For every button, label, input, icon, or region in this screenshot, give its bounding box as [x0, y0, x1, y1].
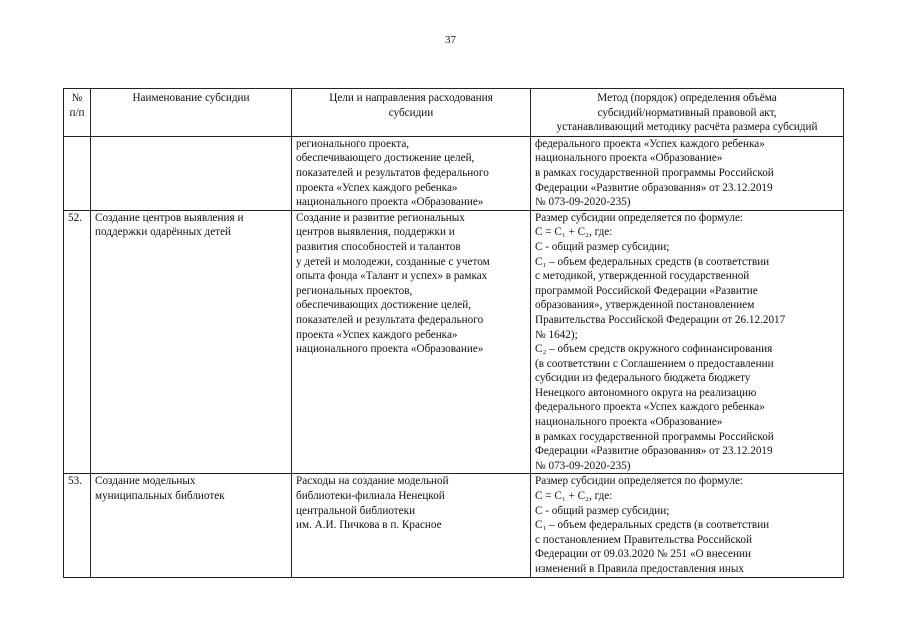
goals-cell [292, 136, 531, 210]
subsidy-name-cell [91, 210, 292, 474]
header-line: № [71, 92, 83, 104]
cell-text-line: регионального проекта, [296, 137, 410, 150]
cell-text-line: (в соответствии с Соглашением о предоставлении [535, 357, 774, 370]
cell-text-line: национального проекта «Образование» [296, 343, 484, 356]
cell-text-line: развития способностей и талантов [296, 240, 461, 253]
cell-text-line: федерального проекта «Успех каждого ребенка» [535, 401, 765, 414]
cell-text-line: образования», утвержденной постановлением [535, 299, 755, 312]
cell-text-line: программой Российской Федерации «Развитие [535, 284, 758, 297]
cell-text-line: Федерации от 09.03.2020 № 251 «О внесении [535, 548, 751, 561]
row-number [64, 136, 91, 210]
table-header-row [64, 89, 844, 137]
table-row [64, 474, 844, 577]
cell-text-line: изменений в Правила предоставления иных [535, 563, 744, 575]
cell-text-line: С = С₁ + С₂, где: [535, 490, 613, 503]
cell-text-line: С - общий размер субсидии; [535, 504, 670, 517]
cell-text-line: региональных проектов, [296, 284, 413, 297]
cell-text-line: библиотеки-филиала Ненецкой [296, 490, 445, 503]
cell-text-line: показателей и результатов федерального [296, 166, 489, 179]
header-subsidy-name [91, 89, 292, 137]
table-row [64, 136, 844, 210]
cell-text-line: Расходы на создание модельной [296, 475, 449, 488]
cell-text-line: муниципальных библиотек [95, 490, 225, 503]
header-line: устанавливающий методику расчёта размера субсидий [556, 121, 818, 134]
cell-text-line: С₂ – объем средств окружного софинансирования [535, 343, 773, 356]
cell-text-line: обеспечивающего достижение целей, [296, 152, 475, 165]
subsidy-name-cell [91, 136, 292, 210]
row-number: 53. [64, 474, 91, 577]
goals-cell [292, 210, 531, 474]
cell-text-line: Правительства Российской Федерации от 26.12.2017 [535, 313, 786, 326]
page-number: 37 [445, 34, 456, 46]
cell-text-line: проекта «Успех каждого ребенка» [296, 328, 458, 341]
table-body [64, 136, 844, 577]
header-goals [292, 89, 531, 137]
header-line: п/п [69, 106, 85, 119]
header-method [531, 89, 844, 137]
header-number [64, 89, 91, 137]
cell-text-line: С₁ – объем федеральных средств (в соответствии [535, 255, 770, 268]
cell-text-line: центральной библиотеки [296, 504, 416, 517]
cell-text-line: показателей и результата федерального [296, 313, 484, 326]
cell-text-line: в рамках государственной программы Российской [535, 430, 774, 443]
cell-text-line: Размер субсидии определяется по формуле: [535, 475, 744, 488]
header-line: Цели и направления расходования [329, 92, 493, 104]
cell-text-line: центров выявления, поддержки и [296, 226, 455, 239]
goals-cell [292, 474, 531, 577]
cell-text-line: им. А.И. Пичкова в п. Красное [296, 519, 442, 532]
cell-text-line: Размер субсидии определяется по формуле: [535, 211, 744, 224]
header-line: субсидий/нормативный правовой акт, [597, 106, 777, 119]
cell-text-line: с постановлением Правительства Российской [535, 533, 752, 546]
cell-text-line: у детей и молодежи, созданные с учетом [296, 255, 490, 268]
cell-text-line: С₁ – объем федеральных средств (в соответствии [535, 519, 770, 532]
cell-text-line: Ненецкого автономного округа на реализацию [535, 386, 757, 399]
header-line: субсидии [388, 106, 434, 119]
cell-text-line: проекта «Успех каждого ребенка» [296, 181, 458, 194]
cell-text-line: с методикой, утвержденной государственной [535, 270, 750, 283]
row-number: 52. [64, 210, 91, 474]
cell-text-line: № 1642); [535, 328, 578, 341]
cell-text-line: № 073-09-2020-235) [535, 459, 631, 472]
cell-text-line: Федерации «Развитие образования» от 23.12.2019 [535, 445, 773, 458]
cell-text-line: в рамках государственной программы Российской [535, 166, 774, 179]
cell-text-line: обеспечивающих достижение целей, [296, 299, 472, 312]
cell-text-line: Создание и развитие региональных [296, 211, 465, 224]
cell-text-line: федерального проекта «Успех каждого ребенка» [535, 137, 765, 150]
cell-text-line: национального проекта «Образование» [296, 196, 484, 209]
cell-text-line: субсидии из федерального бюджета бюджету [535, 372, 751, 385]
subsidy-name-cell [91, 474, 292, 577]
cell-text-line: Создание модельных [95, 475, 196, 488]
cell-text-line: № 073-09-2020-235) [535, 196, 631, 209]
subsidy-table [63, 88, 844, 578]
cell-text-line: С - общий размер субсидии; [535, 240, 670, 253]
cell-text-line: поддержки одарённых детей [95, 226, 232, 239]
cell-text-line: опыта фонда «Талант и успех» в рамках [296, 270, 488, 283]
cell-text-line: Создание центров выявления и [95, 211, 244, 224]
method-cell [531, 136, 844, 210]
header-line: Метод (порядок) определения объёма [597, 92, 777, 104]
cell-text-line: С = С₁ + С₂, где: [535, 226, 613, 239]
method-cell [531, 474, 844, 577]
cell-text-line: Федерации «Развитие образования» от 23.12.2019 [535, 181, 773, 194]
header-line: Наименование субсидии [132, 92, 250, 104]
cell-text-line: национального проекта «Образование» [535, 416, 723, 429]
method-cell [531, 210, 844, 474]
table-row [64, 210, 844, 474]
cell-text-line: национального проекта «Образование» [535, 152, 723, 165]
